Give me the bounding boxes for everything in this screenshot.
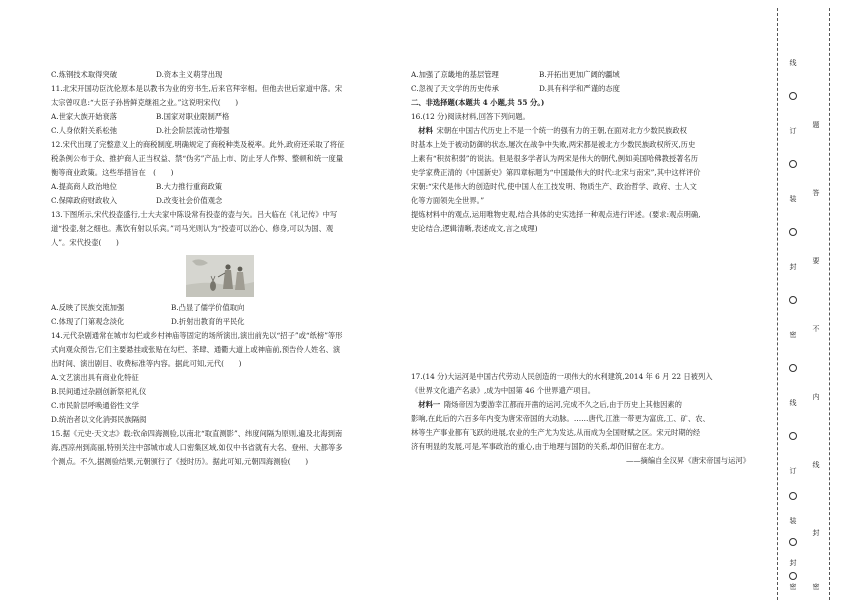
q12-options-row-1 <box>51 180 395 194</box>
q15-line-2: 海,西凉州到高丽,特别关注中部城市或人口密集区域,如仅中书省就有大名、登州、大都等多 <box>51 443 343 452</box>
q17-material1-label: 材料一 <box>418 400 441 409</box>
seal-char: 题 <box>812 121 820 129</box>
q16-material-line-6: 化等方面领先全世界。” <box>411 196 485 205</box>
seal-circle-icon <box>783 160 803 170</box>
q16-prompt-line-1: 提炼材料中的观点,运用唯物史观,结合具体的史实选择一种观点进行评述。(要求:观点明确, <box>411 210 701 219</box>
seal-circle-icon <box>783 92 803 102</box>
q12-line-2: 税条例公布于众、推护商人正当权益、禁“伪劣”产品上市、防止牙人作弊、整顿和统一度量 <box>51 154 344 163</box>
q16-material-label: 材料 <box>418 126 433 135</box>
seal-char: 不 <box>812 325 820 333</box>
seal-circle-icon <box>783 538 803 548</box>
q13-line-3: 人”。宋代投壶( ) <box>51 238 119 247</box>
seal-circle-icon <box>783 364 803 374</box>
seal-char: 封 <box>812 529 820 537</box>
q11-option-b[interactable]: B.国家对职业限制严格 <box>156 112 230 121</box>
q12-line-3: 衡等商业政策。这些举措旨在 ( ) <box>51 168 174 177</box>
q15-options-row-1 <box>411 68 756 82</box>
q15-option-c[interactable]: C.忽视了天文学的历史传承 <box>411 84 499 93</box>
right-column <box>411 68 756 468</box>
q13-options-row-1 <box>51 301 395 315</box>
q10-options <box>51 68 395 82</box>
q11-options-row-1 <box>51 110 395 124</box>
seal-char: 装 <box>789 195 797 203</box>
seal-char: 内 <box>812 393 820 401</box>
q16-material-line-3: 上素有“积贫积弱”的说法。但是很多学者认为两宋是伟大的朝代,例如美国哈佛教授著名历 <box>411 154 699 163</box>
q14-line-1: 14.元代杂剧通常在城市勾栏或乡村神庙等固定的场所演出,演出前先以“招子”或“纸榜”等形 <box>51 331 343 340</box>
seal-char: 密 <box>789 583 797 591</box>
q16-material-line-5: 宋朝:“宋代是伟大的创造时代,使中国人在工技发明、物质生产、政治哲学、政府、士人文 <box>411 182 697 191</box>
q17-material1-text-1: 隋炀帝因为要游幸江都而开凿的运河,完成不久之后,由于历史上其他因素的 <box>443 400 682 409</box>
q13-line-2: 道“投壶,射之细也。燕饮有射以乐宾。”司马光则认为“投壶可以治心、修身,可以为国、观 <box>51 224 334 233</box>
q11-option-d[interactable]: D.社会阶层流动性增强 <box>156 126 230 135</box>
seal-char: 要 <box>812 257 820 265</box>
seal-circle-icon <box>783 492 803 502</box>
q14-line-2: 式向观众预告,它们主要悬挂或张贴在勾栏、茶肆、通衢大道上或神庙前,预告伶人姓名、演 <box>51 345 341 354</box>
seal-char: 封 <box>789 559 797 567</box>
seal-circle-icon <box>783 572 803 582</box>
q14-option-b[interactable]: B.民间通过杂剧创新祭祀礼仪 <box>51 387 147 396</box>
q16-material-line-1 <box>411 124 756 138</box>
q11-option-a[interactable]: A.世家大族开始衰落 <box>51 112 117 121</box>
q13-line-1: 13.下图所示,宋代投壶盛行,士大夫家中陈设常有投壶的壶与矢。吕大临在《礼记传》中写 <box>51 210 338 219</box>
q10-option-d[interactable]: D.资本主义萌芽出现 <box>156 70 223 79</box>
q10-option-c[interactable]: C.炼钢技术取得突破 <box>51 70 118 79</box>
q17-line-1: 17.(14 分)大运河是中国古代劳动人民创造的一项伟大的水利建筑,2014 年 6 月 22 日被列入 <box>411 372 713 381</box>
q13-option-b[interactable]: B.凸显了儒学价值取向 <box>171 303 245 312</box>
q14-option-d[interactable]: D.统治者以文化消弭民族隔阂 <box>51 415 147 424</box>
q16-material-text-1: 宋朝在中国古代历史上不是一个统一的强有力的王朝,在面对北方少数民族政权 <box>436 126 687 135</box>
seal-char: 答 <box>812 189 820 197</box>
q12-option-d[interactable]: D.改变社会价值观念 <box>156 196 223 205</box>
q12-options-row-2 <box>51 194 395 208</box>
q13-option-d[interactable]: D.折射出教育的平民化 <box>171 317 245 326</box>
q11-options-row-2 <box>51 124 395 138</box>
q11-line-1: 11.北宋开国功臣沈伦原本是以教书为业的穷书生,后来官拜宰相。但他去世后家道中落。宋 <box>51 84 343 93</box>
q13-options-row-2 <box>51 315 395 329</box>
q12-option-b[interactable]: B.大力推行重商政策 <box>156 182 223 191</box>
q15-option-b[interactable]: B.开拓出更加广阔的疆域 <box>539 70 620 79</box>
q15-option-a[interactable]: A.加强了京畿地的基层管理 <box>411 70 499 79</box>
binding-strip-inner <box>783 48 803 591</box>
q16-intro: 16.(12 分)阅读材料,回答下列问题。 <box>411 112 530 121</box>
seal-char: 线 <box>789 59 797 67</box>
touhu-illustration-drawing <box>186 255 254 297</box>
left-column <box>51 68 395 469</box>
q12-option-a[interactable]: A.提高商人政治地位 <box>51 182 117 191</box>
seal-circle-icon <box>783 296 803 306</box>
q13-option-c[interactable]: C.体现了门第观念淡化 <box>51 317 125 326</box>
seal-char: 封 <box>789 263 797 271</box>
q17-material1-line-4: 济有明显的发展,可是,军事政治的重心,由于地理与国防的关系,却仍旧留在北方。 <box>411 442 669 451</box>
q16-prompt-line-2: 史论结合,逻辑清晰,表述成文,言之成理) <box>411 224 538 233</box>
seal-char: 密 <box>812 583 820 591</box>
q14-line-3: 出时间、演出剧目、收费标准等内容。据此可知,元代( ) <box>51 359 242 368</box>
q17-line-2: 《世界文化遗产名录》,成为中国第 46 个世界遗产项目。 <box>411 386 596 395</box>
section-2-heading: 二、非选择题(本题共 4 小题,共 55 分。) <box>411 98 545 107</box>
q11-option-c[interactable]: C.人身依附关系松弛 <box>51 126 118 135</box>
q17-source: ——摘编自全汉昇《唐宋帝国与运河》 <box>625 456 750 465</box>
q15-option-d[interactable]: D.具有科学和严谨的态度 <box>539 84 620 93</box>
q14-option-c[interactable]: C.市民阶层呼唤通俗性文学 <box>51 401 139 410</box>
binding-line-outer <box>829 8 830 600</box>
q12-option-c[interactable]: C.保障政府财政收入 <box>51 196 118 205</box>
q13-option-a[interactable]: A.反映了民族交流加强 <box>51 303 125 312</box>
seal-char: 订 <box>789 127 797 135</box>
q17-material1-line-3: 林等生产事业都有飞跃的进展,农业的生产尤为发达,从而成为全国财赋之区。宋元时期的经 <box>411 428 701 437</box>
binding-line-inner <box>777 8 778 600</box>
q12-line-1: 12.宋代出现了完整意义上的商税制度,明确规定了商税种类及税率。此外,政府还采取了将征 <box>51 140 345 149</box>
q16-material-line-2: 时基本上处于被动防御的状态,屡次在战争中失败,两宋都是被北方少数民族政权所灭,历史 <box>411 140 696 149</box>
seal-char: 装 <box>789 517 797 525</box>
seal-circle-icon <box>783 432 803 442</box>
binding-strip-outer <box>806 48 826 591</box>
q11-line-2: 太宗曾叹息:“大臣子孙皆鲜克继祖之业。”这说明宋代( ) <box>51 98 239 107</box>
q15-options-row-2 <box>411 82 756 96</box>
seal-circle-icon <box>783 228 803 238</box>
q17-material1-line-1 <box>411 398 756 412</box>
seal-char: 线 <box>812 461 820 469</box>
seal-char: 密 <box>789 331 797 339</box>
q14-option-a[interactable]: A.文艺演出具有商业化特征 <box>51 373 139 382</box>
q16-answer-space[interactable] <box>411 236 756 370</box>
q15-line-3: 个测点。不久,据测验结果,元朝颁行了《授时历》。据此可知,元朝四海测验( ) <box>51 457 309 466</box>
touhu-illustration <box>186 255 254 297</box>
seal-char: 订 <box>789 467 797 475</box>
q16-material-line-4: 史学家费正清的《中国新史》第四章标题为“中国最伟大的时代:北宋与南宋”,其中这样评价 <box>411 168 701 177</box>
seal-char: 线 <box>789 399 797 407</box>
q15-line-1: 15.据《元史·天文志》载:钦命四海测验,以南北“取直测影”、纬度间隔为原则,遍及北海到南 <box>51 429 343 438</box>
q17-material1-line-2: 影响,在此后的六百多年内变为唐宋帝国的大动脉。……唐代,江淮一带更为富庶,工、矿、农、 <box>411 414 710 423</box>
